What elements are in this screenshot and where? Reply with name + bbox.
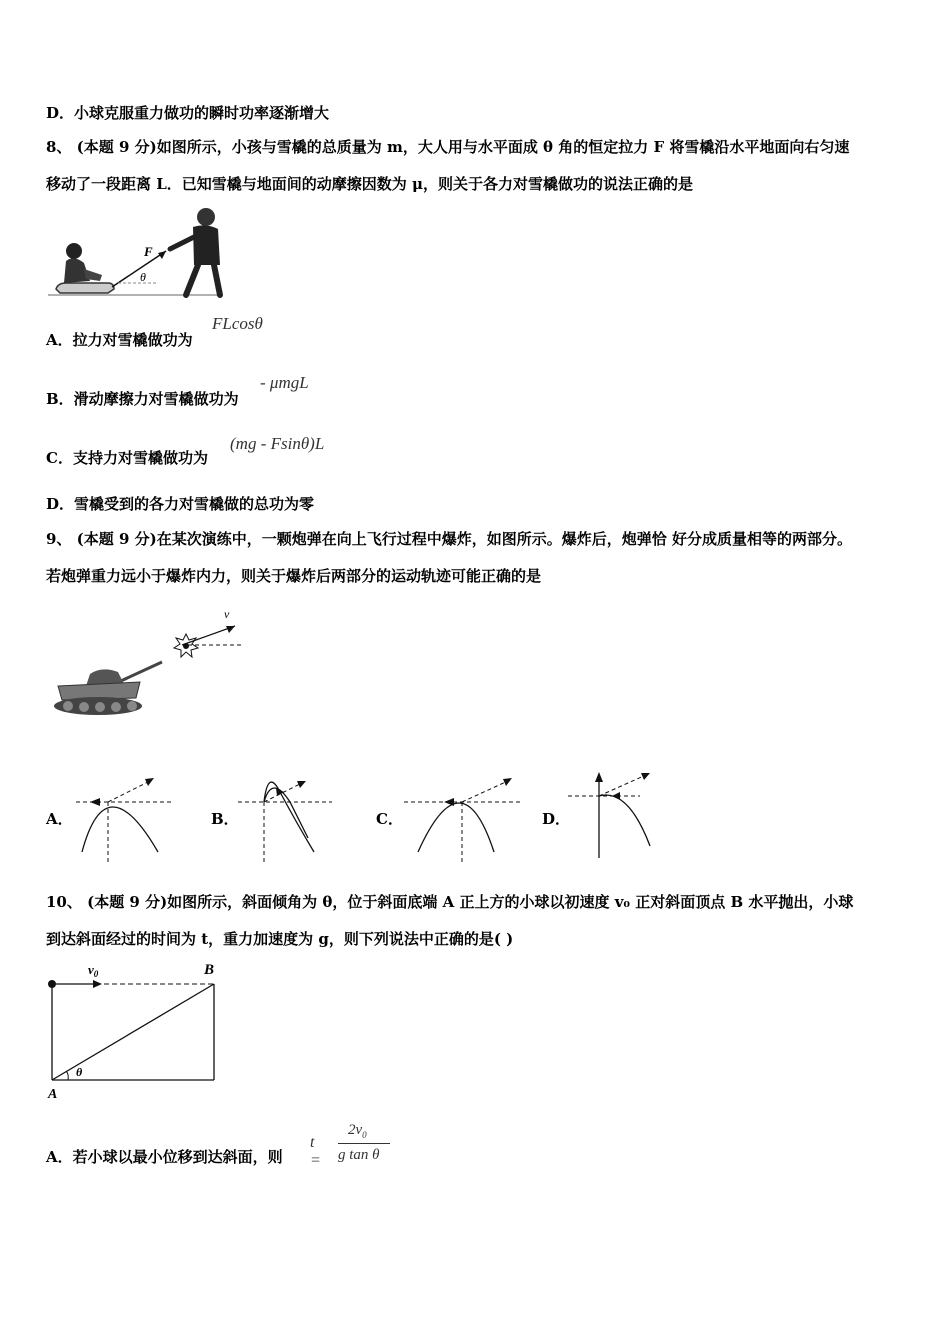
q9-option-c: C． [376, 810, 403, 828]
q8-option-c-math: (mg - Fsinθ)L [230, 434, 325, 453]
q10-option-a: A．若小球以最小位移到达斜面，则 [46, 1148, 283, 1166]
q8-option-a: A．拉力对雪橇做功为 [46, 331, 193, 349]
angle-label: θ [140, 270, 146, 284]
point-b-label: B [204, 962, 215, 978]
formula-lhs: t = [310, 1134, 321, 1169]
q9-option-d: D． [542, 810, 571, 828]
q9-option-a: A． [46, 810, 73, 828]
incline-figure [44, 958, 224, 1100]
v0-label: v [88, 962, 94, 977]
q9-trajectory-d [568, 770, 658, 862]
q8-stem-line1: 8、 (本题 9 分)如图所示，小孩与雪橇的总质量为 m，大人用与水平面成 θ 角的恒定拉力 F 将雪橇沿水平地面向右匀速 [46, 138, 850, 156]
q10-stem-line1: 10、 (本题 9 分)如图所示，斜面倾角为 θ，位于斜面底端 A 正上方的小球以初速度 v₀ 正对斜面顶点 B 水平抛出，小球 [46, 893, 854, 911]
formula-denominator: g tan θ [338, 1147, 380, 1163]
q9-stem-line2: 若炮弹重力远小于爆炸内力，则关于爆炸后两部分的运动轨迹可能正确的是 [46, 567, 542, 585]
q9-trajectory-c [404, 772, 524, 864]
q8-option-c: C．支持力对雪橇做功为 [46, 449, 208, 467]
q8-option-b-math: - μmgL [260, 373, 309, 392]
v0-sub: 0 [93, 969, 99, 979]
q8-stem-line2: 移动了一段距离 L．已知雪橇与地面间的动摩擦因数为 μ，则关于各力对雪橇做功的说法正确的是 [46, 175, 693, 193]
sled-figure [48, 203, 228, 301]
q9-trajectory-a [76, 772, 176, 864]
tank-figure [52, 598, 252, 723]
q7-option-d: D．小球克服重力做功的瞬时功率逐渐增大 [46, 104, 330, 122]
q8-option-b: B．滑动摩擦力对雪橇做功为 [46, 390, 239, 408]
q10-stem-line2: 到达斜面经过的时间为 t，重力加速度为 g，则下列说法中正确的是( ) [46, 930, 514, 948]
q9-stem-line1: 9、 (本题 9 分)在某次演练中，一颗炮弹在向上飞行过程中爆炸，如图所示。爆炸后，炮弹恰 好分成质量相等的两部分。 [46, 530, 852, 548]
point-a-label: A [48, 1087, 58, 1102]
velocity-label: v [224, 607, 230, 621]
force-label: F [144, 244, 153, 259]
svg-text:v0 [88, 962, 99, 979]
formula-numerator: $2v_0$ [348, 1122, 367, 1140]
theta-label: θ [76, 1065, 83, 1079]
q9-trajectory-b [238, 772, 338, 864]
q8-option-a-math: FLcosθ [212, 314, 263, 333]
q9-option-b: B． [211, 810, 239, 828]
q8-option-d: D．雪橇受到的各力对雪橇做的总功为零 [46, 495, 315, 513]
